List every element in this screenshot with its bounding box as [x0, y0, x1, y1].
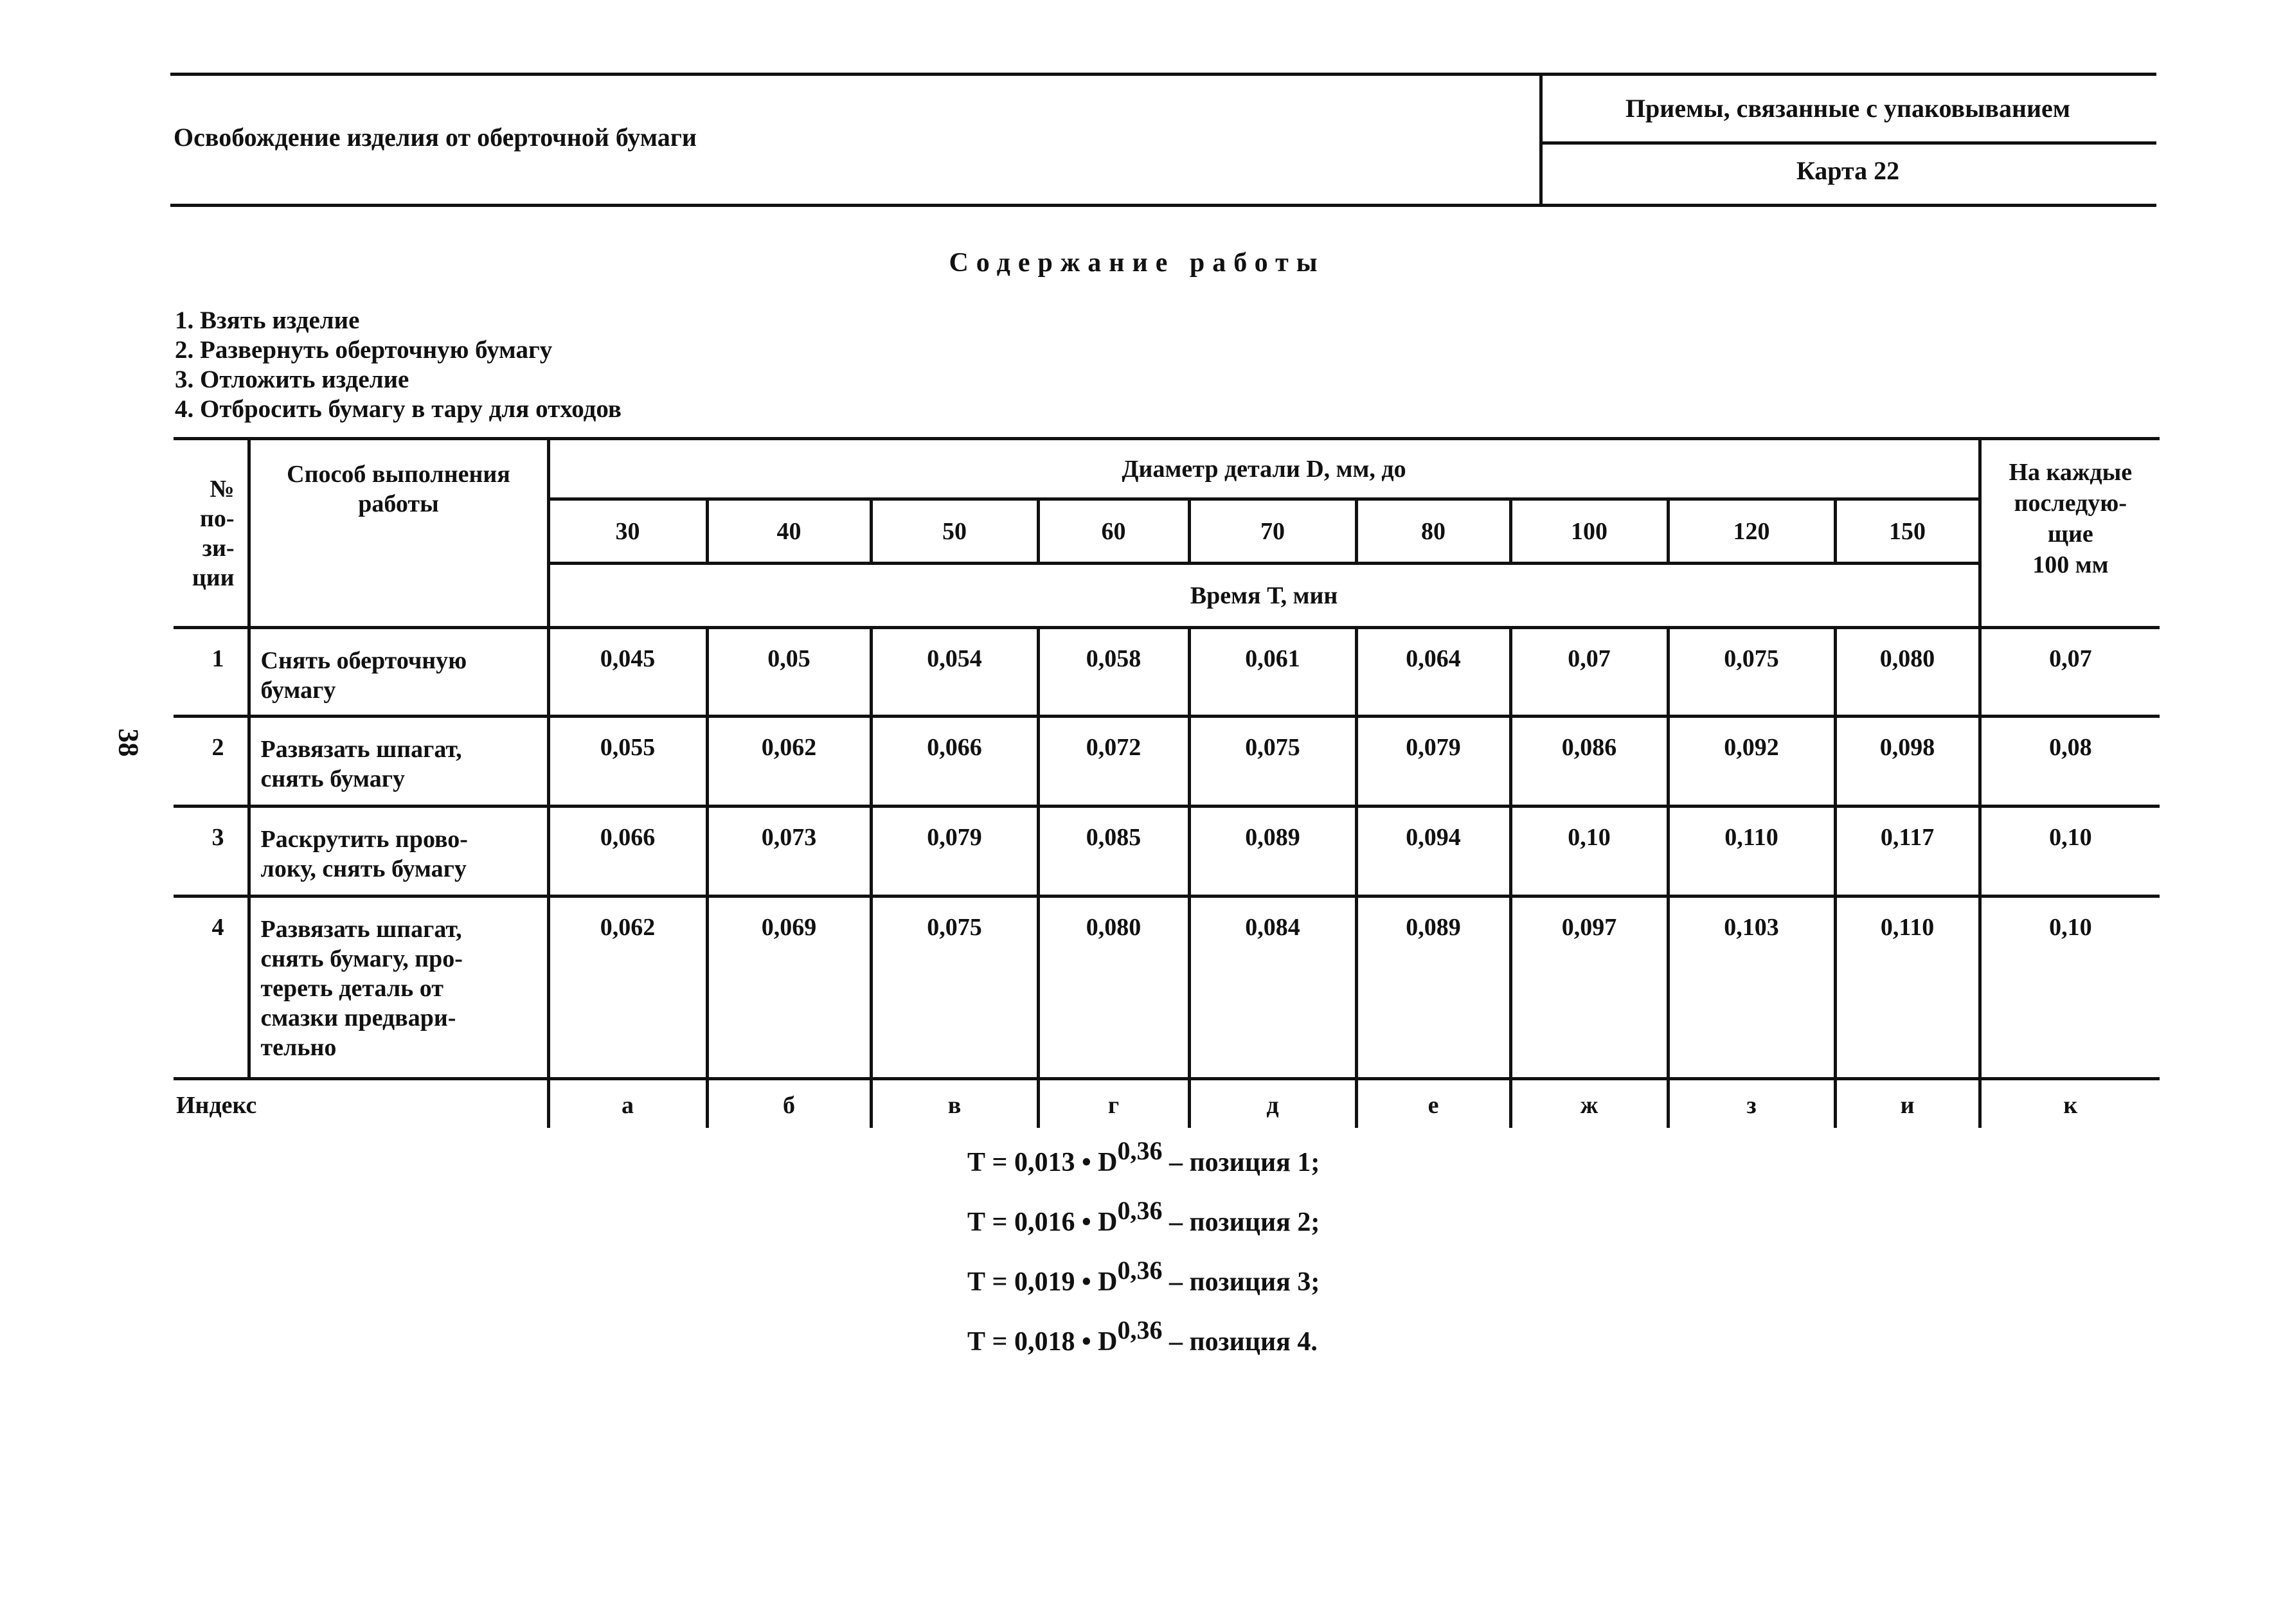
time-value: 0,117 [1835, 807, 1980, 897]
method-header: Способ выполнения работы [249, 439, 548, 628]
diameter-value: 30 [548, 499, 707, 564]
formula-position-1: Т = 0,013 • D$^{0,36}$ – позиция 1; [967, 1136, 1320, 1177]
diameter-value: 70 [1189, 499, 1356, 564]
diameter-value: 60 [1038, 499, 1189, 564]
work-step: 1. Взять изделие [175, 307, 360, 334]
header-top-rule [170, 73, 2156, 76]
time-value: 0,064 [1356, 628, 1510, 717]
time-value: 0,085 [1038, 807, 1189, 897]
index-label: Индекс [176, 1091, 257, 1119]
time-value: 0,072 [1038, 717, 1189, 807]
time-value: 0,084 [1189, 897, 1356, 1079]
diameter-value: 150 [1835, 499, 1980, 564]
table-row [174, 807, 2160, 897]
header-title: Освобождение изделия от оберточной бумаги [174, 123, 697, 152]
index-letter: б [707, 1079, 871, 1128]
page-number: 38 [112, 728, 145, 757]
norms-table [174, 437, 2160, 1128]
each-next-header: На каждые последую- щие 100 мм [1980, 439, 2160, 628]
extra-value: 0,07 [1980, 628, 2160, 717]
time-value: 0,080 [1038, 897, 1189, 1079]
index-letter: в [871, 1079, 1038, 1128]
time-value: 0,061 [1189, 628, 1356, 717]
method-cell: Раскрутить прово- локу, снять бумагу [249, 807, 548, 897]
time-value: 0,05 [707, 628, 871, 717]
time-value: 0,10 [1510, 807, 1668, 897]
time-value: 0,062 [707, 717, 871, 807]
diameter-header: Диаметр детали D, мм, до [548, 439, 1980, 499]
position-number: 3 [174, 807, 249, 897]
time-value: 0,075 [1189, 717, 1356, 807]
time-value: 0,079 [871, 807, 1038, 897]
time-value: 0,097 [1510, 897, 1668, 1079]
time-value: 0,110 [1835, 897, 1980, 1079]
time-header: Время Т, мин [548, 564, 1980, 628]
index-letter: а [548, 1079, 707, 1128]
position-number: 1 [174, 628, 249, 717]
position-header: № по- зи- ции [174, 439, 249, 628]
time-value: 0,075 [1668, 628, 1835, 717]
table-row [174, 717, 2160, 807]
index-letter: и [1835, 1079, 1980, 1128]
time-value: 0,062 [548, 897, 707, 1079]
table-row [174, 628, 2160, 717]
index-letter: з [1668, 1079, 1835, 1128]
work-step: 4. Отбросить бумагу в тару для отходов [175, 395, 622, 423]
formula-position-2: Т = 0,016 • D$^{0,36}$ – позиция 2; [967, 1196, 1320, 1237]
index-row [174, 1079, 2160, 1128]
position-number: 2 [174, 717, 249, 807]
time-value: 0,07 [1510, 628, 1668, 717]
extra-value: 0,08 [1980, 717, 2160, 807]
diameter-value: 100 [1510, 499, 1668, 564]
time-value: 0,066 [548, 807, 707, 897]
index-letter: е [1356, 1079, 1510, 1128]
time-value: 0,066 [871, 717, 1038, 807]
time-value: 0,075 [871, 897, 1038, 1079]
table-row [174, 897, 2160, 1079]
diameter-value: 120 [1668, 499, 1835, 564]
time-value: 0,103 [1668, 897, 1835, 1079]
index-letter: г [1038, 1079, 1189, 1128]
diameter-value: 50 [871, 499, 1038, 564]
time-value: 0,110 [1668, 807, 1835, 897]
work-step: 3. Отложить изделие [175, 366, 409, 393]
time-value: 0,089 [1356, 897, 1510, 1079]
extra-value: 0,10 [1980, 897, 2160, 1079]
index-letter: ж [1510, 1079, 1668, 1128]
position-number: 4 [174, 897, 249, 1079]
extra-value: 0,10 [1980, 807, 2160, 897]
time-value: 0,058 [1038, 628, 1189, 717]
header-right-rule [1539, 141, 2156, 145]
index-letter: к [1980, 1079, 2160, 1128]
time-value: 0,098 [1835, 717, 1980, 807]
method-cell: Развязать шпагат, снять бумагу [249, 717, 548, 807]
time-value: 0,092 [1668, 717, 1835, 807]
time-value: 0,094 [1356, 807, 1510, 897]
time-value: 0,054 [871, 628, 1038, 717]
formula-position-3: Т = 0,019 • D$^{0,36}$ – позиция 3; [967, 1256, 1320, 1297]
diameter-value: 40 [707, 499, 871, 564]
work-step: 2. Развернуть оберточную бумагу [175, 336, 553, 364]
time-value: 0,069 [707, 897, 871, 1079]
header-card-number: Карта 22 [1796, 156, 1900, 185]
header-category: Приемы, связанные с упаковыванием [1625, 94, 2071, 123]
index-letter: д [1189, 1079, 1356, 1128]
time-value: 0,089 [1189, 807, 1356, 897]
section-title: Содержание работы [949, 248, 1325, 278]
time-value: 0,055 [548, 717, 707, 807]
time-value: 0,045 [548, 628, 707, 717]
time-value: 0,073 [707, 807, 871, 897]
header-bottom-rule [170, 204, 2156, 207]
formula-position-4: Т = 0,018 • D$^{0,36}$ – позиция 4. [967, 1316, 1318, 1357]
time-value: 0,079 [1356, 717, 1510, 807]
time-value: 0,080 [1835, 628, 1980, 717]
method-cell: Развязать шпагат, снять бумагу, про- тереть деталь от смазки предвари- тельно [249, 897, 548, 1079]
time-value: 0,086 [1510, 717, 1668, 807]
method-cell: Снять оберточную бумагу [249, 628, 548, 717]
diameter-value: 80 [1356, 499, 1510, 564]
